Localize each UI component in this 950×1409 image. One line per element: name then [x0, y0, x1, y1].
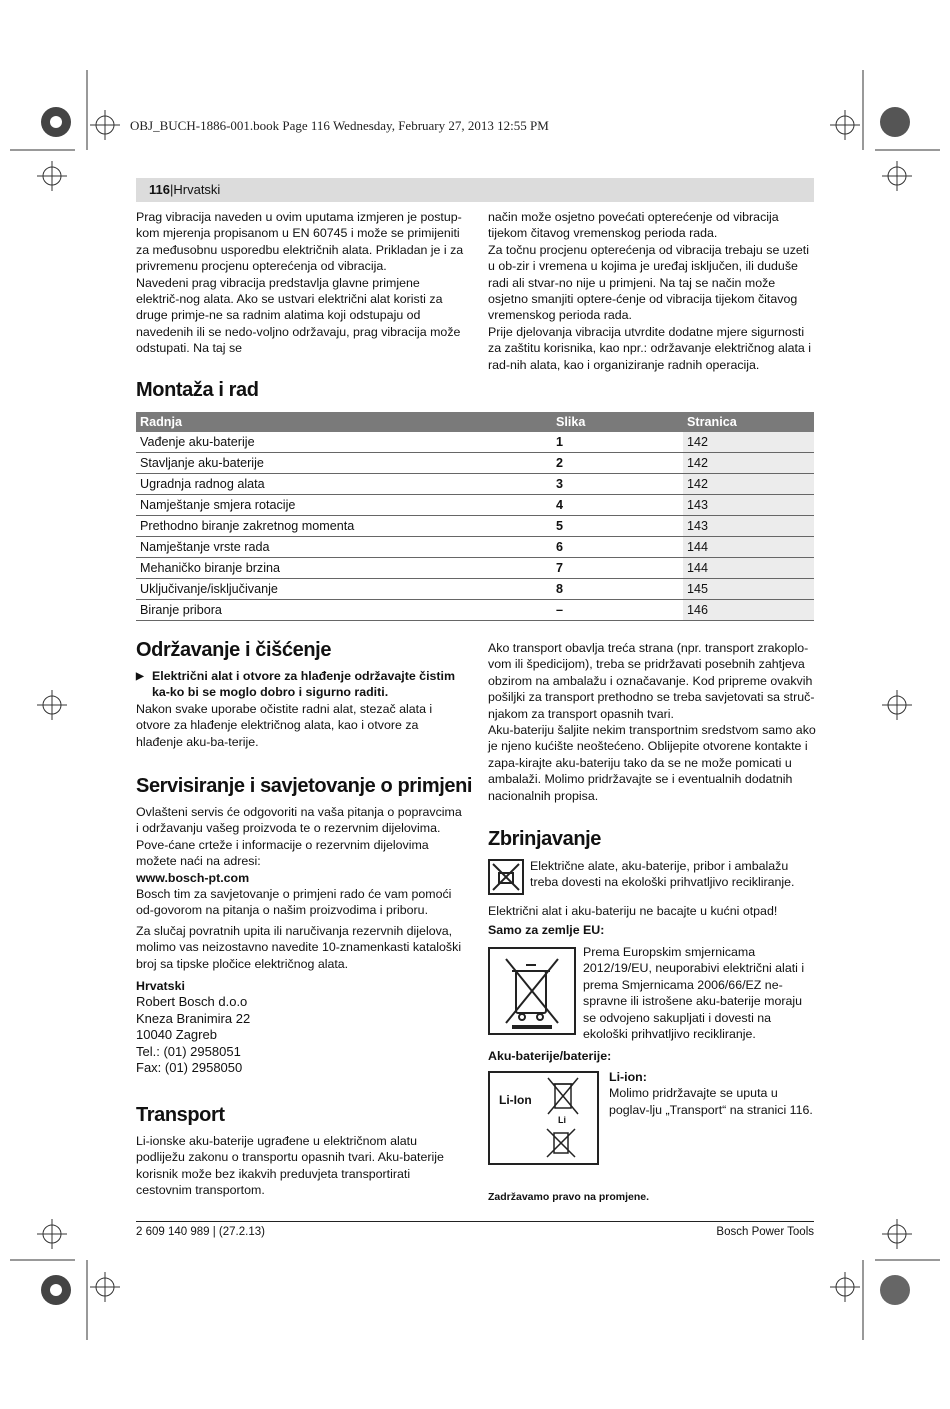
paragraph: Za slučaj povratnih upita ili naručivanja rezervnih dijelova, molimo vas neizostavno navedite 10-znamenkasti kataloški broj sa tipske pločice električnog alata.: [136, 923, 462, 971]
table-header-row: [136, 412, 814, 432]
recycle-text: Električne alate, aku-baterije, pribor i ambalažu treba dovesti na ekološki prihvatljivo recikliranje.: [530, 859, 795, 890]
table-row: [136, 537, 814, 558]
table-row: [136, 495, 814, 516]
cell-action: Prethodno biranje zakretnog momenta: [136, 516, 552, 537]
section-title-montaza: Montaža i rad: [136, 379, 259, 401]
liion-label: Li-Ion: [499, 1093, 532, 1107]
paragraph: Aku-bateriju šaljite nekim transportnim sredstvom samo ako je njeno kućište neoštećeno. Oblijepite otvorene kontakte i zapa-kirajte aku-bateriju tako da se ne može pomicati u ambalaži. Molimo pridržavajte se i eventualnih dodatnih nacionalnih propisa.: [488, 723, 816, 803]
table-row: [136, 600, 814, 621]
cell-page: 142: [683, 474, 814, 495]
footer-code: 2 609 140 989 | (27.2.13): [136, 1226, 265, 1238]
transport-left: [136, 1133, 466, 1199]
liion-block: [609, 1069, 816, 1118]
crossed-battery-bin-icon: [545, 1076, 581, 1120]
reserved-notice: Zadržavamo pravo na promjene.: [488, 1191, 650, 1203]
footer-brand: Bosch Power Tools: [716, 1226, 814, 1238]
paragraph: Ovlašteni servis će odgovoriti na vaša pitanja o popravcima i održavanju vašeg proizvoda te o rezervnim dijelovima. Pove-ćane crteže i informacije o rezervnim dijelovima možete naći na adresi:: [136, 805, 462, 869]
battery-symbol-box: [488, 1071, 599, 1165]
transport-right: [488, 640, 816, 804]
section-title-transport: Transport: [136, 1104, 225, 1126]
crossed-bin-small-icon: [545, 1128, 577, 1158]
cell-figure: 7: [552, 558, 683, 579]
cell-action: Biranje pribora: [136, 600, 552, 621]
address-line: Robert Bosch d.o.o: [136, 994, 248, 1010]
cell-figure: 8: [552, 579, 683, 600]
cell-figure: 4: [552, 495, 683, 516]
table-row: [136, 474, 814, 495]
table-row: [136, 579, 814, 600]
bullet-text: Električni alat i otvore za hlađenje održavajte čistim ka-ko bi se moglo dobro i sigurno raditi.: [152, 669, 455, 700]
cell-figure: 5: [552, 516, 683, 537]
country-heading: Hrvatski: [136, 979, 185, 994]
paragraph: Li-ionske aku-baterije ugrađene u električnom alatu podliježu zakonu o transportu opasnih tvari. Aku-baterije korisnik može bez ikakvih preduvjeta transportirati cestovnim transportom.: [136, 1134, 444, 1198]
paragraph: Navedeni prag vibracija predstavlja glavne primjene električ-nog alata. Ako se ustvari električni alat koristi za druge primje-ne sa radnim alatima koji odstupaju od navedenih ili se nedo-voljno održavaju, prag vibracija može odstupati. Na taj se: [136, 275, 461, 356]
address-line: Fax: (01) 2958050: [136, 1060, 243, 1076]
cell-action: Mehaničko biranje brzina: [136, 558, 552, 579]
cell-page: 145: [683, 579, 814, 600]
cell-figure: 6: [552, 537, 683, 558]
cell-action: Namještanje vrste rada: [136, 537, 552, 558]
cell-page: 142: [683, 432, 814, 453]
website-url[interactable]: www.bosch-pt.com: [136, 870, 250, 885]
battery-heading: Aku-baterije/baterije:: [488, 1049, 612, 1063]
address-line: Tel.: (01) 2958051: [136, 1043, 241, 1059]
triangle-bullet-icon: ▶: [136, 671, 144, 682]
column-header: Radnja: [136, 412, 552, 432]
address-line: Kneza Branimira 22: [136, 1010, 251, 1026]
print-slug: OBJ_BUCH-1886-001.book Page 116 Wednesday, February 27, 2013 12:55 PM: [130, 118, 549, 133]
cell-figure: –: [552, 600, 683, 621]
cell-page: 143: [683, 516, 814, 537]
cell-action: Ugradnja radnog alata: [136, 474, 552, 495]
column-header: Stranica: [683, 412, 814, 432]
table-row: [136, 432, 814, 453]
cell-page: 146: [683, 600, 814, 621]
cell-action: Stavljanje aku-baterije: [136, 453, 552, 474]
crossed-bin-icon: [488, 947, 576, 1035]
liion-text: Molimo pridržavajte se uputa u poglav-lju „Transport“ na stranici 116.: [609, 1086, 813, 1117]
address-line: 10040 Zagreb: [136, 1027, 217, 1043]
servis-body: [136, 804, 466, 1077]
zbrinjavanje-body: [488, 903, 816, 939]
cell-figure: 2: [552, 453, 683, 474]
page-number: 116: [149, 182, 170, 197]
table-row: [136, 453, 814, 474]
intro-left: [136, 209, 466, 357]
paragraph: Nakon svake uporabe očistite radni alat, stezač alata i otvore za hlađenje električnog alata, kao i otvore za hlađenje aku-ba-terije.: [136, 701, 433, 749]
table-row: [136, 516, 814, 537]
footer-rule: [136, 1221, 814, 1222]
cell-page: 143: [683, 495, 814, 516]
eu-text: Prema Europskim smjernicama 2012/19/EU, neuporabivi električni alati i prema Smjernicama 2006/66/EZ ne-spravne ili istrošene aku-baterije moraju se odvojeno sakupljati i dovesti na ekološki prihvatljivo recikliranje.: [583, 945, 805, 1042]
paragraph: Prag vibracija naveden u ovim uputama izmjeren je postup-kom mjerenja propisanom u EN 60745 i može se primijeniti za međusobnu usporedbu električnih alata. Prikladan je i za privremenu procjenu opterećenja od vibracija.: [136, 210, 464, 274]
address-block: [136, 994, 466, 1077]
paragraph: Bosch tim za savjetovanje o primjeni rado će vam pomoći od-govorom na pitanja o našim proizvodima i priboru.: [136, 887, 452, 918]
cell-action: Uključivanje/isključivanje: [136, 579, 552, 600]
operations-table: [136, 412, 814, 621]
section-title-servis: Servisiranje i savjetovanje o primjeni: [136, 775, 473, 797]
paragraph: Ako transport obavlja treća strana (npr. transport zrakoplo-vom ili špedicijom), treba se pridržavati posebnih zahtjeva obzirom na ambalažu i označavanje. Kod pripreme ovakvih pošiljki za transport prethodno se treba savjetovati sa struč-njakom za transport opasnih tvari.: [488, 641, 815, 721]
cell-page: 142: [683, 453, 814, 474]
cell-page: 144: [683, 558, 814, 579]
header-language: Hrvatski: [173, 182, 221, 197]
recycling-symbol-icon: [488, 859, 524, 895]
intro-right: [488, 209, 816, 373]
warning-text: Električni alat i aku-bateriju ne bacajte u kućni otpad!: [488, 904, 778, 918]
cell-action: Namještanje smjera rotacije: [136, 495, 552, 516]
cell-figure: 3: [552, 474, 683, 495]
li-small-label: Li: [558, 1115, 566, 1125]
paragraph: Prije djelovanja vibracija utvrdite dodatne mjere sigurnosti za zaštitu korisnika, kao npr.: održavanje električnog alata i rad-nih alata, kao i organiziranje radnih operacija.: [488, 324, 812, 372]
bullet-item: [136, 668, 466, 701]
paragraph: Za točnu procjenu opterećenja od vibracija trebaju se uzeti u ob-zir i vremena u kojima je uređaj isključen, ili duduše radi ali stvar-no nije u primjeni. Na taj se način može osjetno smanjiti optere-ćenje od vibracija tijekom čitavog vremenskog perioda rada.: [488, 242, 809, 323]
cell-page: 144: [683, 537, 814, 558]
header-separator: |: [169, 182, 174, 197]
cell-action: Vađenje aku-baterije: [136, 432, 552, 453]
eu-heading: Samo za zemlje EU:: [488, 923, 605, 938]
page-header: [136, 178, 814, 202]
section-title-zbrinjavanje: Zbrinjavanje: [488, 828, 602, 850]
cell-figure: 1: [552, 432, 683, 453]
table-row: [136, 558, 814, 579]
section-title-odrzavanje: Održavanje i čišćenje: [136, 639, 332, 661]
column-header: Slika: [552, 412, 683, 432]
odrzavanje-body: [136, 668, 466, 750]
paragraph: način može osjetno povećati opterećenje od vibracija tijekom čitavog vremenskog perioda rada.: [488, 210, 779, 241]
liion-heading: Li-ion:: [609, 1070, 647, 1084]
